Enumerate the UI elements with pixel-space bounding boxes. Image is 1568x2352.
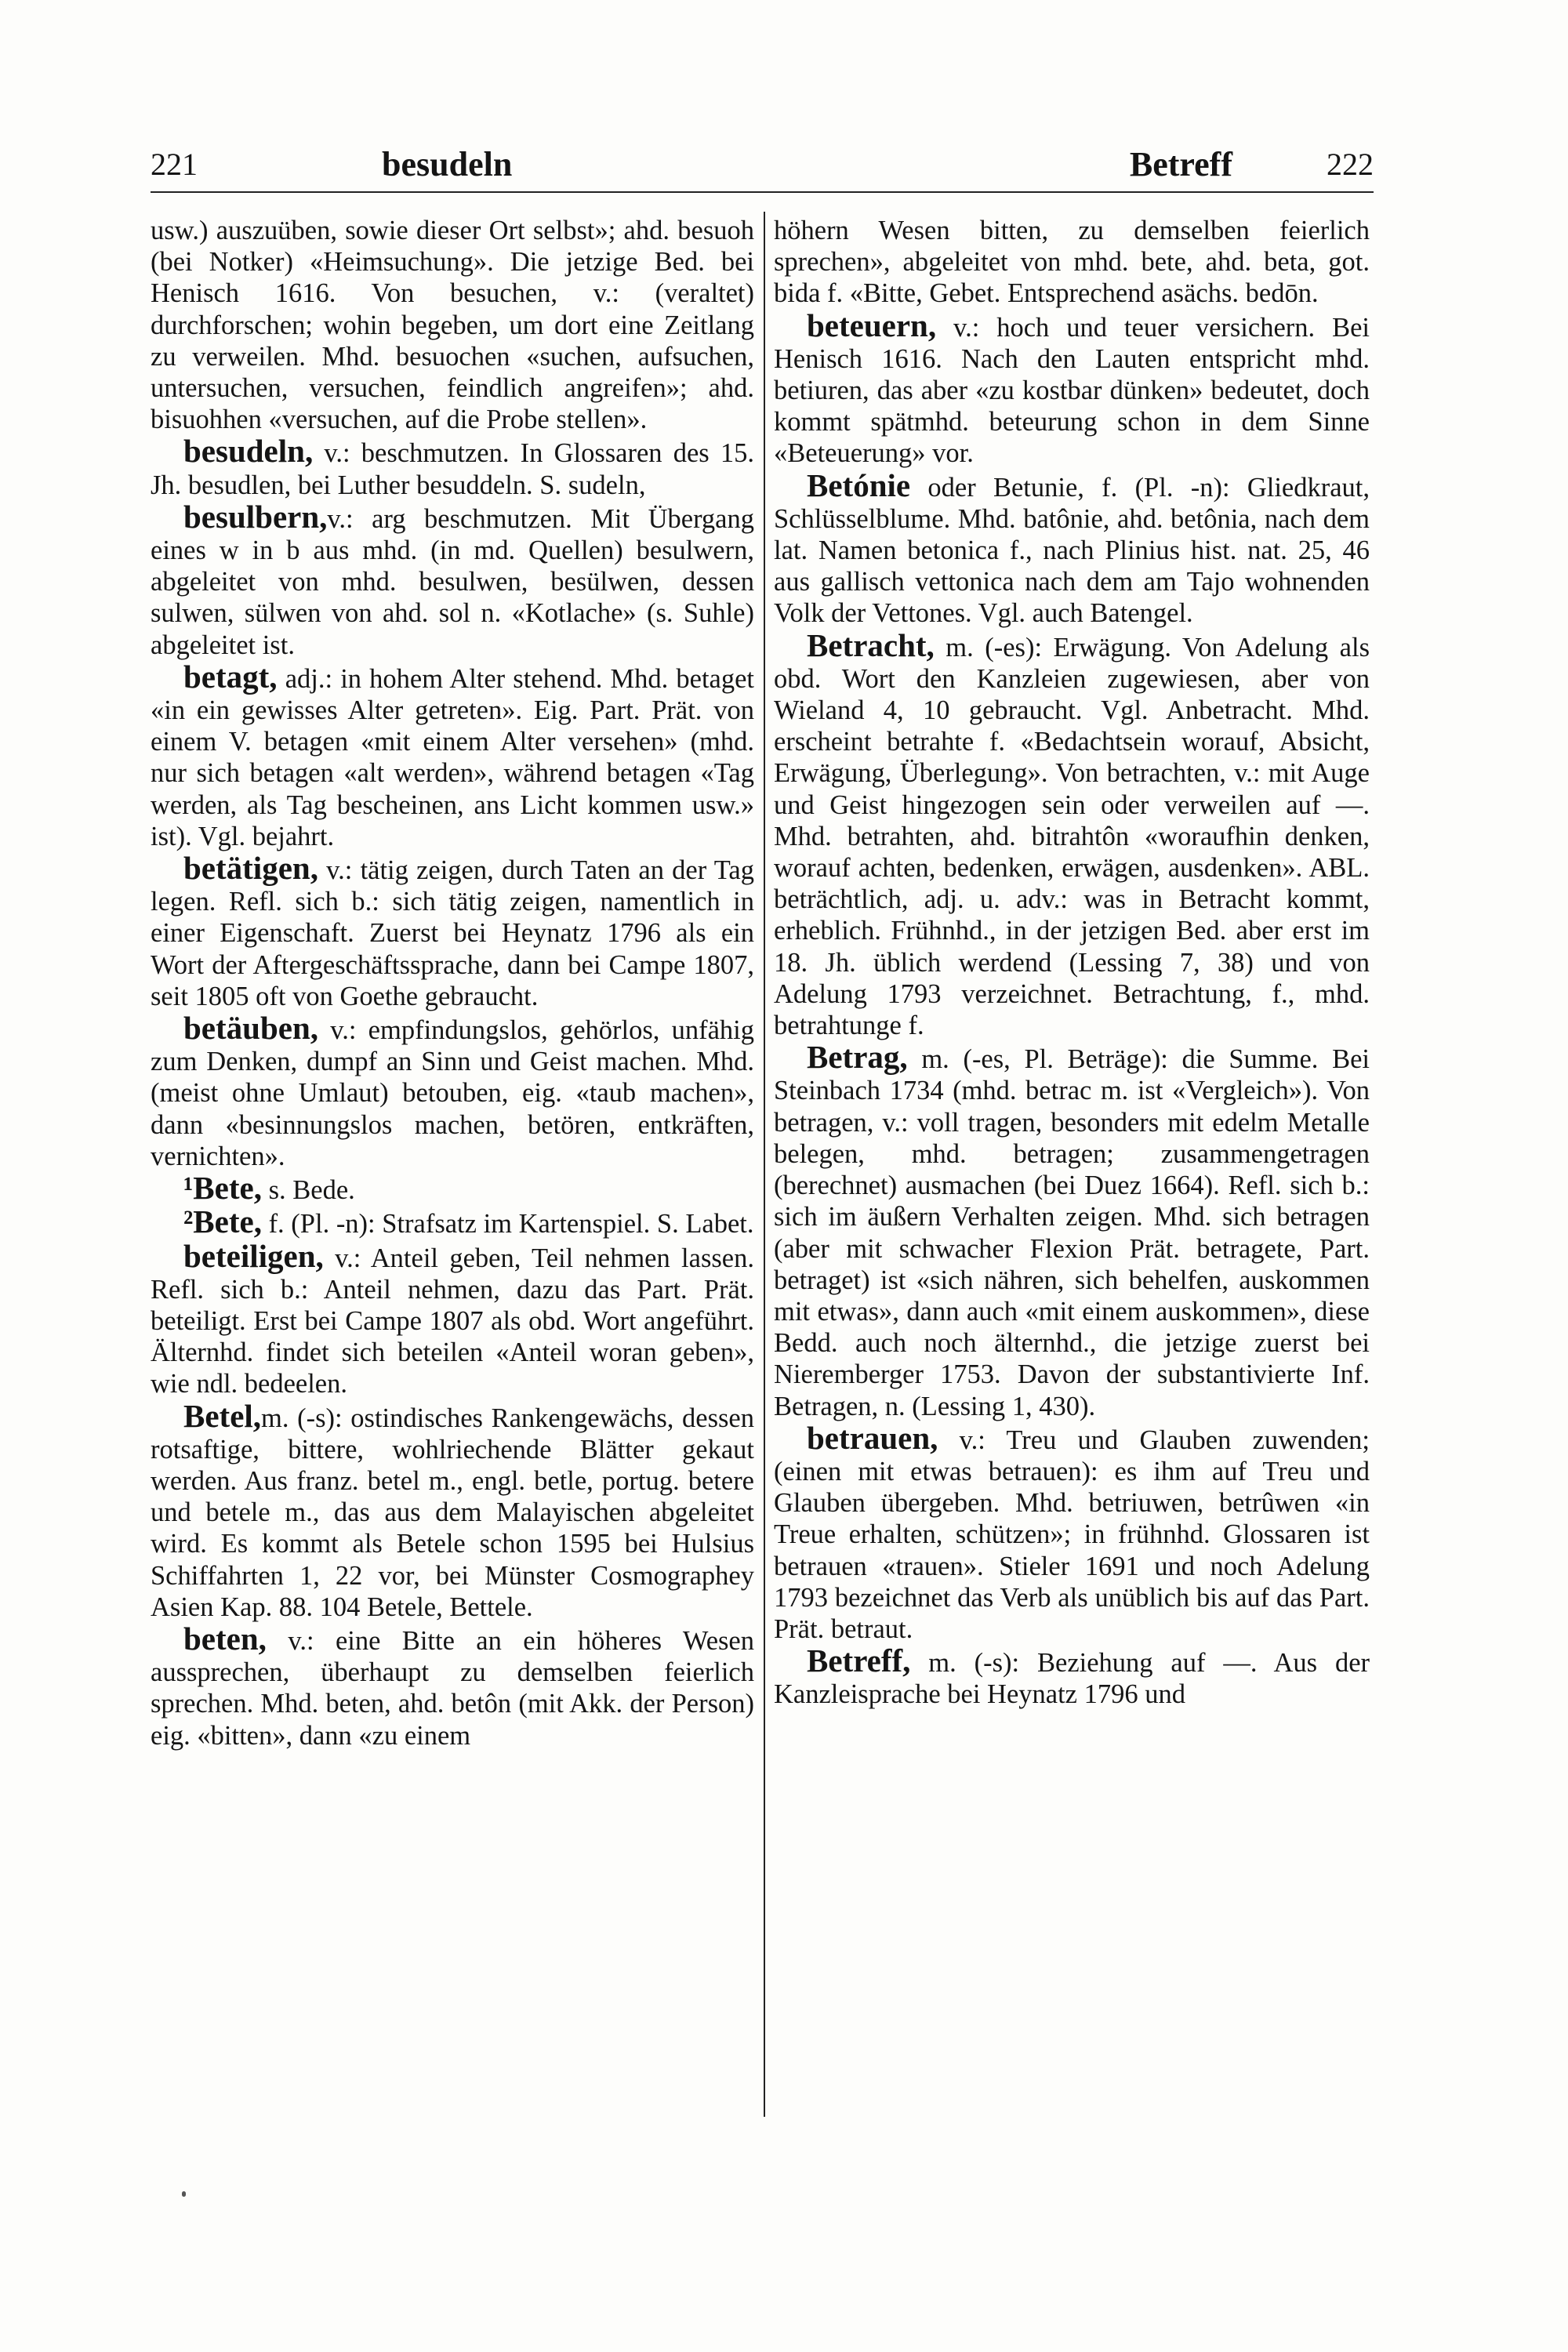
entry-bete-2: [151, 1203, 754, 1240]
entry-betrauen: [774, 1419, 1370, 1645]
column-divider: [764, 212, 765, 2117]
headword: besudeln,: [183, 433, 314, 470]
entry-text: v.: empfindungslos, gehörlos, unfähig zum Denken, dumpf an Sinn und Geist machen. Mhd. (meist ohne Umlaut) betouben, eig. «taub machen», dann «besinnungslos machen, betören, entkräften, vernichten».: [151, 1015, 754, 1171]
headword: Betrag,: [807, 1039, 908, 1076]
entry-betonie: [774, 466, 1370, 630]
headword: Betel,: [183, 1397, 262, 1434]
entry-text: m. (-s): ostindisches Rankengewächs, dessen rotsaftige, bittere, wohlriechende Blätter gekaut werden. Aus franz. betel m., engl. betle, portug. betere und betele m., das aus dem Malayischen abgeleitet wird. Es kommt als Betele schon 1595 bei Hulsius Schiffahrten 1, 22 vor, bei Münster Cosmographey Asien Kap. 88. 104 Betele, Bettele.: [151, 1403, 754, 1622]
entry-besudeln: [151, 435, 754, 500]
entry-beten: [151, 1620, 754, 1751]
page-number-right: 222: [1327, 147, 1374, 182]
headword: beten,: [183, 1620, 267, 1657]
guide-word-left: besudeln: [382, 145, 513, 183]
entry-text: v.: eine Bitte an ein höheres Wesen aussprechen, überhaupt zu demselben feierlich sprechen. Mhd. beten, ahd. betôn (mit Akk. der Person) eig. «bitten», dann «zu einem: [151, 1625, 754, 1751]
entry-text: adj.: in hohem Alter stehend. Mhd. betaget «in ein gewisses Alter getreten». Eig. Part. Prät. von einem V. betagen «mit einem Alter versehen» (mhd. nur sich betagen «alt werden», während betagen «Tag werden, als Tag bescheinen, ans Licht kommen usw.» ist). Vgl. bejahrt.: [151, 663, 754, 851]
headword: betäuben,: [183, 1010, 319, 1047]
headword: besulbern,: [183, 498, 328, 535]
guide-word-right: Betreff: [1129, 145, 1232, 183]
right-column: [774, 215, 1370, 1711]
entry-text: v.: Treu und Glauben zuwenden; (einen mit etwas betrauen): es ihm auf Treu und Glauben übergeben. Mhd. betriuwen, betrûwen «in Treue erhalten, schützen»; in frühnhd. Glossaren ist betrauen «trauen». Stieler 1691 und noch Adelung 1793 bezeichnet das Verb als unüblich bis auf das Part. Prät. betraut.: [774, 1425, 1370, 1644]
headword: Betónie: [807, 466, 911, 503]
entry-text: m. (-es): Erwägung. Von Adelung als obd. Wort den Kanzleien zugewiesen, aber von Wieland 4, 10 gebraucht. Vgl. Anbetracht. Mhd. erscheint betrahte f. «Bedachtsein worauf, Absicht, Erwägung, Überlegung». Von betrachten, v.: mit Auge und Geist hingezogen sein oder verweilen auf —. Mhd. betrahten, ahd. bitrahtôn «woraufhin denken, worauf achten, bedenken, erwägen, ausdenken». ABL. beträchtlich, adj. u. adv.: was in Betracht kommt, erheblich. Frühnhd., in der jetzigen Bed. aber erst im 18. Jh. üblich werdend (Lessing 7, 38) und von Adelung 1793 verzeichnet. Betrachtung, f., mhd. betrahtunge f.: [774, 632, 1370, 1041]
left-column: [151, 215, 754, 1751]
entry-text: oder Betunie, f. (Pl. -n): Gliedkraut, Schlüsselblume. Mhd. batônie, ahd. betônia, nach dem lat. Namen betonica f., nach Plinius hist. nat. 25, 46 aus gallisch vettonica nach dem am Tajo wohnenden Volk der Vettones. Vgl. auch Batengel.: [774, 472, 1370, 629]
headword: beteiligen,: [183, 1237, 324, 1274]
entry-text: v.: hoch und teuer versichern. Bei Henisch 1616. Nach den Lauten entspricht mhd. betiuren, das aber «zu kostbar dünken» bedeutet, doch kommt spätmhd. beteurung schon in dem Sinne «Beteuerung» vor.: [774, 312, 1370, 469]
entry-betagt: [151, 658, 754, 852]
entry-betracht: [774, 626, 1370, 1042]
entry-besuchen: [151, 215, 754, 435]
entry-beten-continued: [774, 215, 1370, 310]
entry-text: m. (-es, Pl. Beträge): die Summe. Bei Steinbach 1734 (mhd. betrac m. ist «Vergleich»). Von betragen, v.: voll tragen, besonders mit edelm Metalle belegen, mhd. betragen; zusammengetragen (berechnet) ausmachen (bei Duez 1664). Refl. sich b.: sich im äußern Verhalten zeigen. Mhd. sich betragen (aber mit schwacher Flexion Prät. betragete, Part. betraget) ist «sich nähren, sich behelfen, auskommen mit etwas», dann auch «mit einem auskommen», diese Bedd. auch noch älternhd., die jetzige zuerst bei Nieremberger 1753. Davon der substantivierte Inf. Betragen, n. (Lessing 1, 430).: [774, 1044, 1370, 1421]
ink-speck: [182, 2191, 186, 2197]
headword: betagt,: [183, 658, 278, 695]
entry-text: v.: tätig zeigen, durch Taten an der Tag legen. Refl. sich b.: sich tätig zeigen, namentlich in einer Eigenschaft. Zuerst bei Heynatz 1796 als ein Wort der Aftergeschäftssprache, dann bei Campe 1807, seit 1805 oft von Goethe gebraucht.: [151, 855, 754, 1011]
entry-text: f. (Pl. -n): Strafsatz im Kartenspiel. S. Labet.: [261, 1209, 754, 1240]
entry-betreff: [774, 1642, 1370, 1710]
entry-text: v.: Anteil geben, Teil nehmen lassen. Refl. sich b.: Anteil nehmen, dazu das Part. Prät. beteiligt. Erst bei Campe 1807 als obd. Wort angeführt. Älternhd. findet sich beteilen «Anteil woran geben», wie ndl. bedeelen.: [151, 1243, 754, 1399]
entry-text: v.: beschmutzen. In Glossaren des 15. Jh. besudlen, bei Luther besuddeln. S. sudeln,: [151, 438, 754, 500]
entry-text: usw.) auszuüben, sowie dieser Ort selbst»; ahd. besuoh (bei Notker) «Heimsuchung». Die jetzige Bed. bei Henisch 1616. Von besuchen, v.: (veraltet) durchforschen; wohin begeben, um dort eine Zeitlang zu verweilen. Mhd. besuochen «suchen, aufsuchen, untersuchen, versuchen, feindlich angreifen»; ahd. bisuohhen «versuchen, auf die Probe stellen».: [151, 216, 754, 435]
entry-beteuern: [774, 307, 1370, 470]
entry-bete-1: [151, 1172, 754, 1206]
headword: ²Bete,: [183, 1203, 262, 1240]
entry-text: s. Bede.: [261, 1175, 355, 1206]
headword: betrauen,: [807, 1419, 938, 1456]
entry-betel: [151, 1397, 754, 1623]
entry-text: v.: arg beschmutzen. Mit Übergang eines w in b aus mhd. (in md. Quellen) besulwern, abgeleitet von mhd. besulwen, besülwen, dessen sulwen, sülwen von ahd. sol n. «Kotlache» (s. Suhle) abgeleitet ist.: [151, 503, 754, 660]
headword: Betracht,: [807, 626, 935, 663]
entry-besulbern: [151, 498, 754, 661]
page-number-left: 221: [151, 147, 198, 182]
headword: betätigen,: [183, 850, 318, 887]
entry-beteiligen: [151, 1237, 754, 1400]
entry-text: höhern Wesen bitten, zu demselben feierlich sprechen», abgeleitet von mhd. bete, ahd. beta, got. bida f. «Bitte, Gebet. Entsprechend asächs. bedōn.: [774, 216, 1370, 309]
entry-betaetigen: [151, 852, 754, 1012]
headword: ¹Bete,: [183, 1170, 262, 1207]
headword: beteuern,: [807, 307, 937, 343]
entry-betrag: [774, 1041, 1370, 1421]
running-header: [151, 137, 1374, 192]
header-rule: [151, 191, 1374, 193]
headword: Betreff,: [807, 1642, 911, 1679]
entry-betaeuben: [151, 1012, 754, 1172]
entry-text: m. (-s): Beziehung auf —. Aus der Kanzleisprache bei Heynatz 1796 und: [774, 1648, 1370, 1710]
